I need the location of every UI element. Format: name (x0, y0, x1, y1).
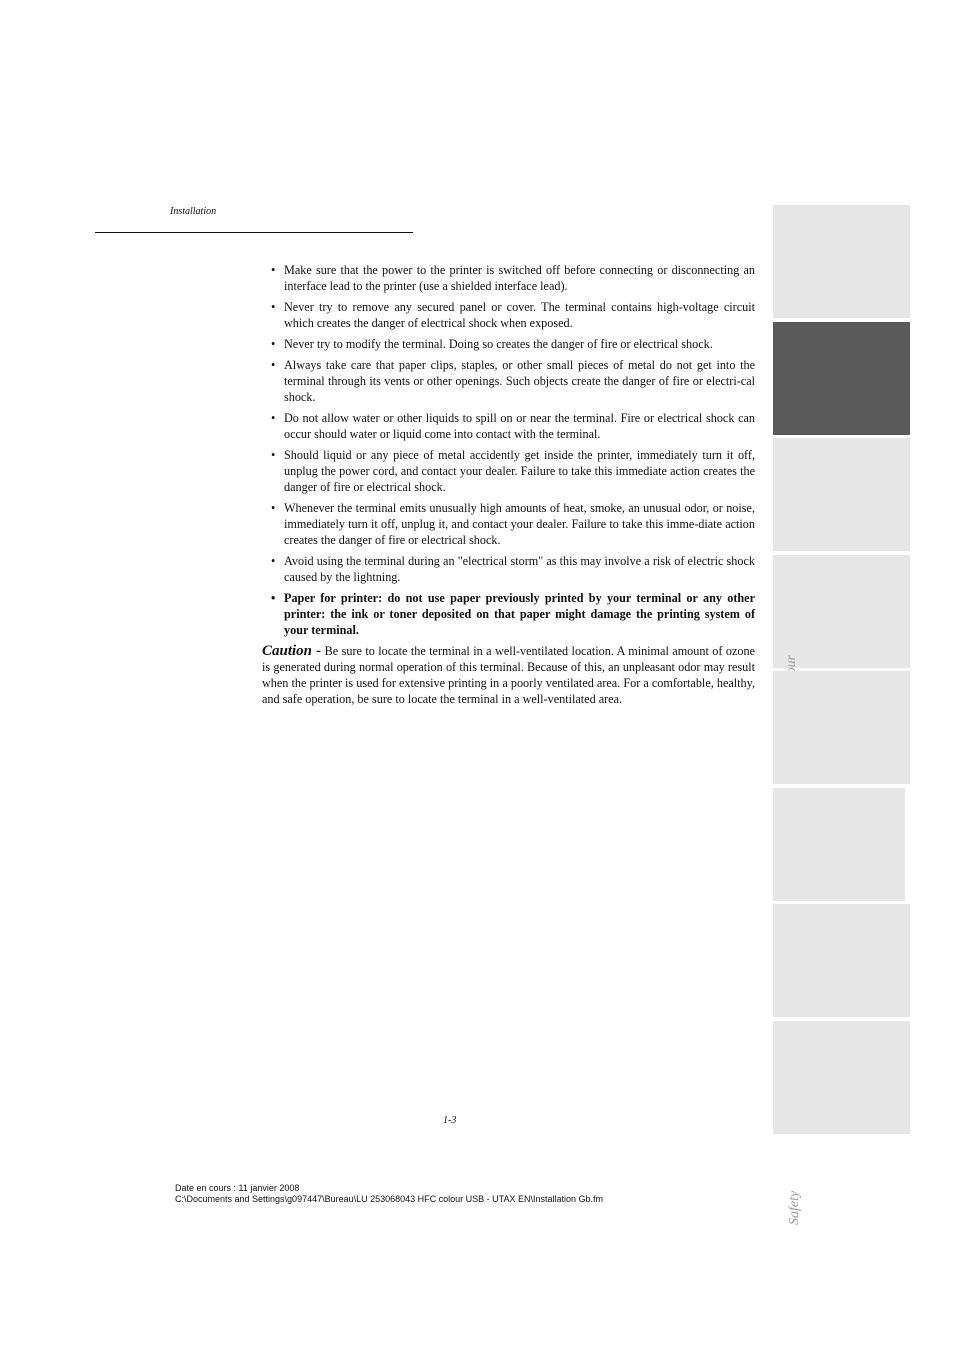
bullet-icon: • (271, 337, 276, 351)
bullet-item (262, 262, 755, 294)
bullet-item (262, 553, 755, 585)
tab-operation[interactable] (773, 788, 905, 901)
footer (175, 1183, 603, 1205)
bullet-icon: • (271, 448, 276, 462)
footer-path: C:\Documents and Settings\g097447\Bureau\LU 253068043 HFC colour USB - UTAX EN\Installation Gb.fm (175, 1194, 604, 1204)
section-header: Installation (170, 206, 217, 217)
bullet-text: Should liquid or any piece of metal accidently get inside the printer, immediately turn it off, unplug the power cord, and contact your dealer. Failure to take this immediate action creates the danger of fire or electrical shock. (284, 448, 755, 494)
bullet-icon: • (271, 501, 276, 515)
bullet-item (262, 336, 755, 352)
bullet-item (262, 500, 755, 548)
bullet-icon: • (271, 554, 276, 568)
tab-contents[interactable] (773, 205, 910, 318)
bullet-icon: • (271, 358, 276, 372)
bullet-icon: • (271, 411, 276, 425)
footer-date: Date en cours : 11 janvier 2008 (175, 1183, 300, 1193)
bullet-item (262, 447, 755, 495)
tab-setting-your-machine[interactable] (773, 555, 910, 668)
bullet-icon: • (271, 263, 276, 277)
bullet-text: Avoid using the terminal during an "electrical storm" as this may involve a risk of electric shock caused by the lightning. (284, 554, 755, 584)
bullet-item (262, 410, 755, 442)
bullet-item (262, 299, 755, 331)
tab-label: Safety (787, 1190, 802, 1225)
bullet-text: Never try to modify the terminal. Doing so creates the danger of fire or electrical shock. (284, 337, 713, 351)
caution-text: Be sure to locate the terminal in a well-ventilated location. A minimal amount of ozone is generated during normal operation of this terminal. Because of this, an unpleasant odor may result when the printer is used for extensive printing in a poorly ventilated area. For a comfortable, healthy, and safe operation, be sure to locate the terminal in a well-ventilated area. (262, 644, 755, 706)
safety-bullet-list (262, 262, 755, 638)
bullet-item-paper-warning (262, 590, 755, 638)
main-content (262, 262, 755, 719)
bullet-text: Paper for printer: do not use paper previously printed by your terminal or any other printer: the ink or toner deposited on that paper might damage the printing system of your terminal. (284, 591, 755, 637)
bullet-text: Do not allow water or other liquids to spill on or near the terminal. Fire or electrical shock can occur should water or liquid come into contact with the terminal. (284, 411, 755, 441)
tab-directory[interactable] (773, 671, 910, 784)
bullet-icon: • (271, 300, 276, 314)
caution-paragraph (262, 643, 755, 707)
bullet-text: Never try to remove any secured panel or cover. The terminal contains high-voltage circuit which creates the danger of electrical shock when exposed. (284, 300, 755, 330)
tab-installation[interactable] (773, 322, 910, 435)
caution-label: Caution - (262, 643, 322, 659)
tab-maintenance[interactable] (773, 904, 910, 1017)
bullet-icon: • (271, 591, 276, 605)
page-number: 1-3 (443, 1115, 457, 1126)
bullet-item (262, 357, 755, 405)
bullet-text: Always take care that paper clips, staples, or other small pieces of metal do not get into the terminal through its vents or other openings. Such objects create the danger of fire or electri-cal shock. (284, 358, 755, 404)
bullet-text: Whenever the terminal emits unusually high amounts of heat, smoke, an unusual odor, or noise, immediately turn it off, unplug it, and contact your dealer. Failure to take this imme-diate action creates the danger of fire or electrical shock. (284, 501, 755, 547)
bullet-text: Make sure that the power to the printer is switched off before connecting or disconnecting an interface lead to the printer (use a shielded interface lead). (284, 263, 755, 293)
tab-getting-started[interactable] (773, 438, 910, 551)
header-rule (95, 232, 413, 233)
tab-safety[interactable] (773, 1021, 910, 1225)
